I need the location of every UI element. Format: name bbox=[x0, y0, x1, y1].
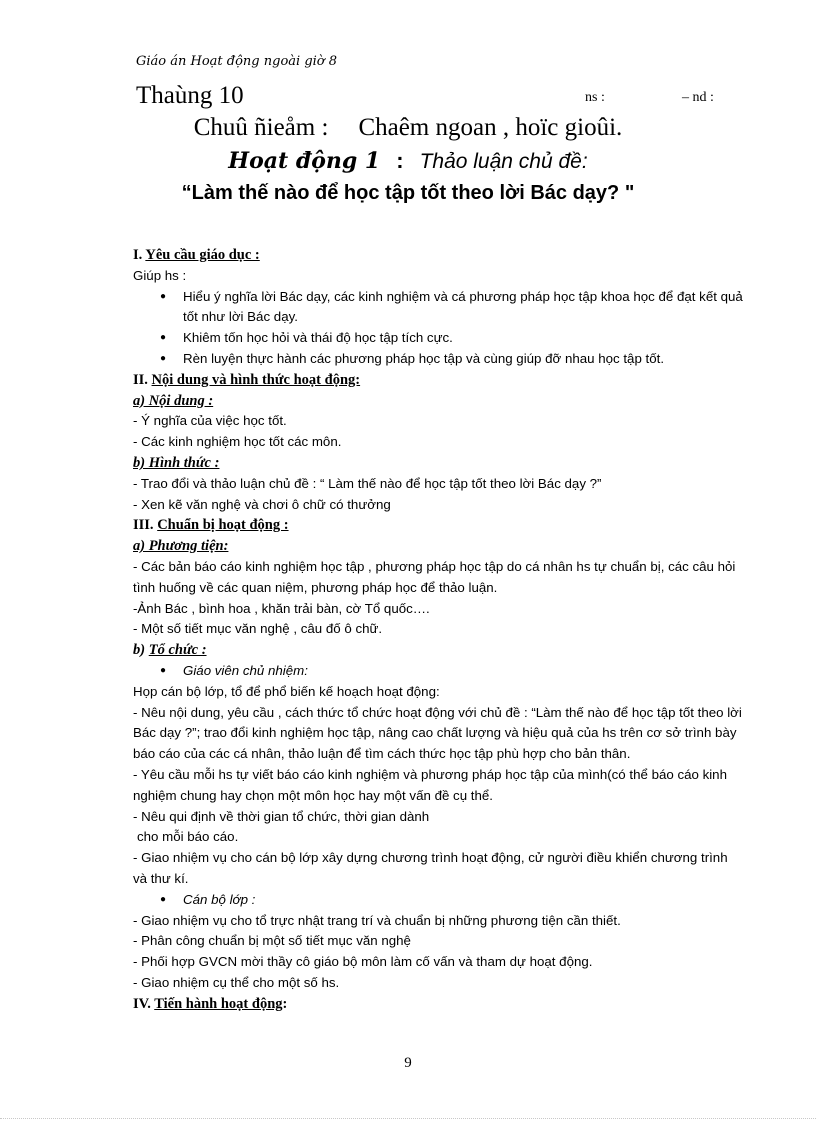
theme-value: Chaêm ngoan , hoïc gioûi. bbox=[358, 114, 623, 141]
section-3-title: Chuẩn bị hoạt động : bbox=[157, 517, 289, 534]
list-item: ● Hiểu ý nghĩa lời Bác dạy, các kinh nghiệm và cá phương pháp học tập khoa học để đạt kết quả tốt như lời Bác dạy. bbox=[133, 287, 743, 329]
activity-question: “Làm thế nào để học tập tốt theo lời Bác dạy? " bbox=[181, 182, 635, 204]
header-note: Giáo án Hoạt động ngoài giờ 8 bbox=[136, 54, 338, 69]
content-line: - Yêu cầu mỗi hs tự viết báo cáo kinh nghiệm và phương pháp học tập của mình(có thể báo cáo kinh nghiệm chung hay chọn một môn học hay một vấn đề cụ thể. bbox=[133, 766, 727, 803]
content-line: - Giao nhiệm vụ cho tổ trực nhật trang trí và chuẩn bị những phương tiện cần thiết. bbox=[133, 912, 621, 928]
section-1-title: Yêu cầu giáo dục : bbox=[145, 247, 260, 263]
content-line: - Nêu nội dung, yêu cầu , cách thức tổ chức hoạt động với chủ đề : “Làm thế nào để học tập tốt theo lời Bác dạy ?”; trao đổi kinh nghiệm học tập, nâng cao chất lượng và hiệu quả của hs trên cơ sở trình bày báo cáo của các cá nhân, thảo luận để tìm cách thức học tập phù hợp cho bản thân. bbox=[133, 704, 742, 762]
page-divider bbox=[0, 1118, 816, 1119]
section-2-number: II. bbox=[133, 371, 152, 388]
section-3b-title: Tổ chức : bbox=[148, 642, 207, 659]
content-line: - Các bản báo cáo kinh nghiệm học tập , phương pháp học tập do cá nhân hs tự chuẩn bị, các câu hỏi tình huống về các quan niệm, phương pháp học để thảo luận. bbox=[133, 558, 736, 595]
section-2-title: Nội dung và hình thức hoạt động: bbox=[151, 371, 361, 388]
nd-label: – nd : bbox=[682, 90, 714, 105]
month-heading: Thaùng 10 bbox=[136, 82, 244, 109]
page-number: 9 bbox=[404, 1055, 412, 1071]
section-1-heading bbox=[133, 245, 743, 266]
content-line: -Ảnh Bác , bình hoa , khăn trải bàn, cờ Tổ quốc…. bbox=[133, 600, 430, 616]
content-line: - Ý nghĩa của việc học tốt. bbox=[133, 413, 287, 429]
section-1-intro: Giúp hs : bbox=[133, 267, 187, 283]
document-body bbox=[133, 245, 743, 1014]
section-3b-prefix: b) bbox=[133, 642, 149, 659]
list-item: ● Rèn luyện thực hành các phương pháp học tập và cùng giúp đỡ nhau học tập tốt. bbox=[133, 349, 743, 370]
content-line: Họp cán bộ lớp, tổ để phổ biến kế hoạch hoạt động: bbox=[133, 683, 440, 699]
section-1-number: I. bbox=[133, 247, 146, 263]
list-item: ● Khiêm tốn học hỏi và thái độ học tập tích cực. bbox=[133, 328, 743, 349]
content-line: - Nêu qui định về thời gian tổ chức, thời gian dành bbox=[133, 808, 430, 824]
teacher-heading: ● Giáo viên chủ nhiệm: bbox=[133, 661, 743, 682]
class-officers-heading: ● Cán bộ lớp : bbox=[133, 890, 743, 911]
section-2-heading bbox=[133, 370, 743, 391]
content-line: - Xen kẽ văn nghệ và chơi ô chữ có thưởng bbox=[133, 496, 391, 512]
ns-label: ns : bbox=[585, 90, 605, 105]
content-line: - Giao nhiệm cụ thể cho một số hs. bbox=[133, 974, 340, 990]
activity-topic: Thảo luận chủ đề: bbox=[419, 150, 588, 173]
section-4-heading bbox=[133, 994, 743, 1015]
content-line: cho mỗi báo cáo. bbox=[137, 829, 239, 845]
activity-colon: : bbox=[396, 148, 404, 173]
activity-line bbox=[0, 148, 816, 174]
content-line: - Các kinh nghiệm học tốt các môn. bbox=[133, 434, 342, 450]
content-line: - Trao đổi và thảo luận chủ đề : “ Làm thế nào để học tập tốt theo lời Bác dạy ?” bbox=[133, 475, 602, 491]
section-2a-heading: a) Nội dung : bbox=[133, 392, 214, 409]
theme-line bbox=[0, 114, 816, 142]
section-4-title: Tiến hành hoạt động bbox=[154, 995, 283, 1012]
content-line: - Giao nhiệm vụ cho cán bộ lớp xây dựng chương trình hoạt động, cử người điều khiển chương trình và thư kí. bbox=[133, 850, 728, 886]
section-3b-heading bbox=[133, 640, 743, 661]
content-line: - Phân công chuẩn bị một số tiết mục văn nghệ bbox=[133, 933, 411, 949]
section-4-tail: : bbox=[282, 995, 288, 1012]
content-line: - Một số tiết mục văn nghệ , câu đố ô chữ. bbox=[133, 621, 383, 637]
theme-label: Chuû ñieåm : bbox=[193, 114, 329, 141]
section-3-number: III. bbox=[133, 517, 158, 534]
content-line: - Phối hợp GVCN mời thầy cô giáo bộ môn làm cố vấn và tham dự hoạt động. bbox=[133, 954, 593, 970]
activity-label: Hoạt động 1 bbox=[228, 148, 381, 174]
section-3-heading bbox=[133, 515, 743, 536]
section-2b-heading: b) Hình thức : bbox=[133, 454, 220, 471]
section-3a-heading: a) Phương tiện: bbox=[133, 538, 229, 555]
section-4-number: IV. bbox=[133, 995, 155, 1012]
